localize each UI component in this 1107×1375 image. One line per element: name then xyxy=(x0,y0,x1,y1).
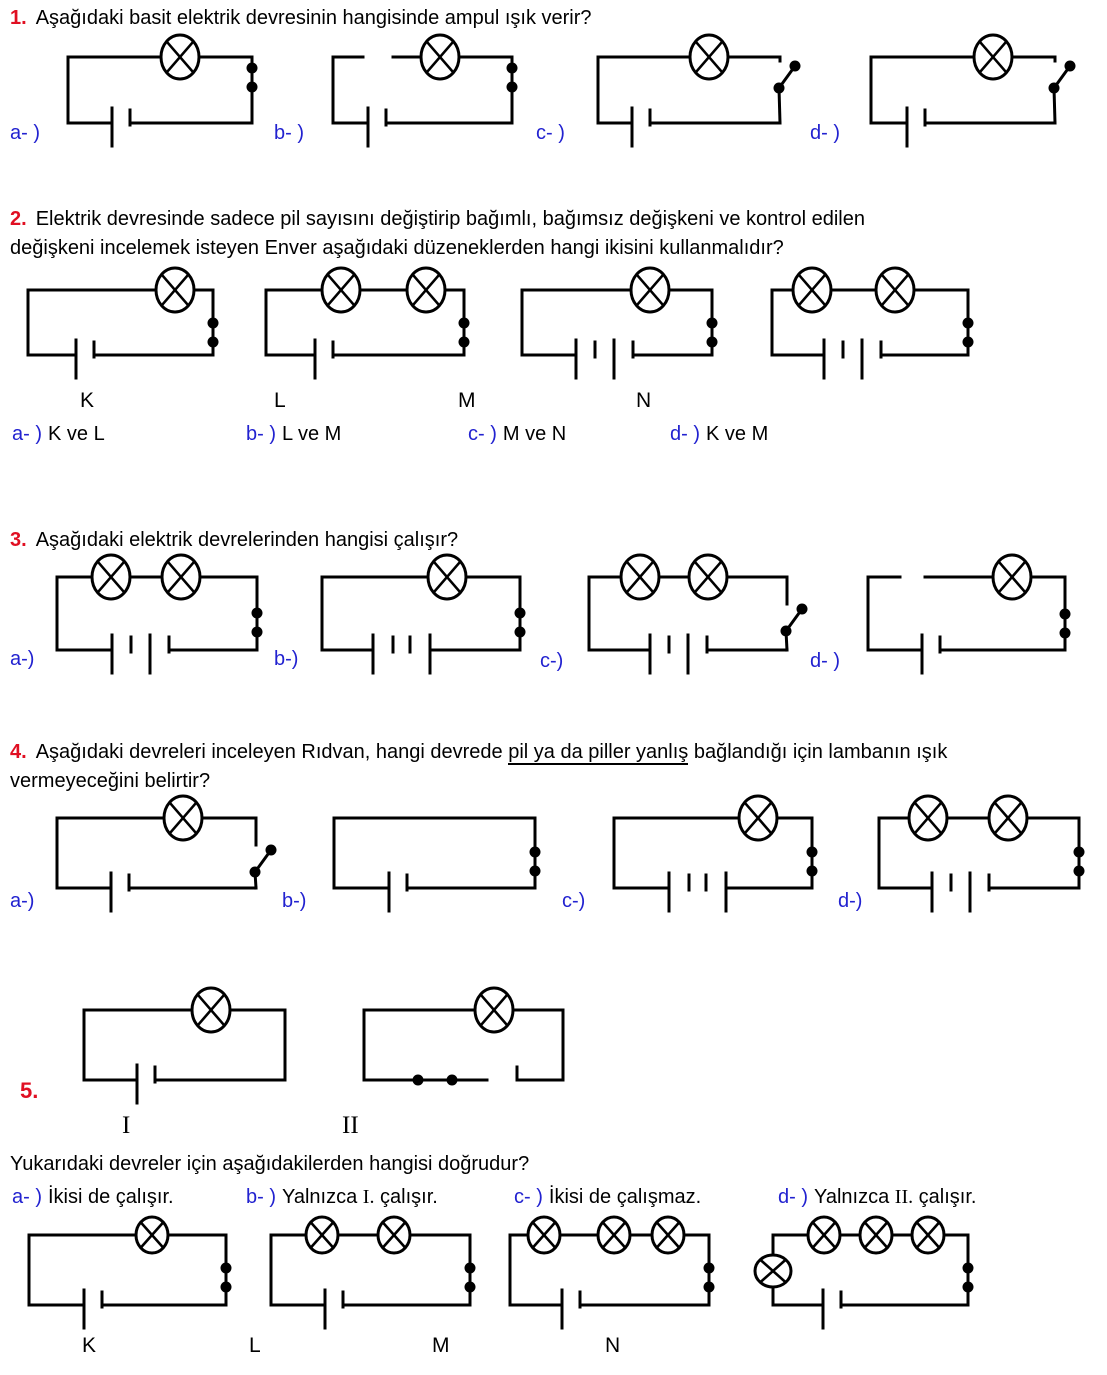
q5-option-a-text: İkisi de çalışır. xyxy=(48,1186,174,1208)
q5-option-d-text-post: çalışır. xyxy=(913,1186,977,1208)
q5-option-d-text-pre: Yalnızca xyxy=(814,1186,895,1208)
question-4-text-underlined: pil ya da piller yanlış xyxy=(508,741,689,763)
q5-option-a-letter: a- ) xyxy=(12,1186,42,1208)
q2-circuit-label-M: M xyxy=(458,389,476,412)
q5-option-c xyxy=(514,1186,701,1209)
circuit-q4-c xyxy=(614,796,818,911)
q4-option-d xyxy=(838,890,862,913)
circuit-q3-c xyxy=(589,555,808,673)
bottom-circuit-label-K: K xyxy=(82,1334,97,1357)
circuit-q1-b xyxy=(333,35,518,146)
circuit-q1-c xyxy=(598,35,801,146)
q1-option-d xyxy=(810,122,840,145)
q4-option-d-letter: d-) xyxy=(838,890,863,912)
question-4-number: 4. xyxy=(10,741,27,763)
q3-option-b-letter: b-) xyxy=(274,648,299,670)
q1-option-d-letter: d- ) xyxy=(810,122,840,144)
q2-option-b-text: L ve M xyxy=(282,423,342,445)
question-2-number: 2. xyxy=(10,208,27,230)
q1-option-c xyxy=(536,122,565,145)
circuit-q4-d xyxy=(879,796,1085,911)
question-3-number: 3. xyxy=(10,529,27,551)
circuit-q2-N xyxy=(772,268,974,378)
q4-option-a-letter: a-) xyxy=(10,890,35,912)
q2-circuit-label-L: L xyxy=(274,389,286,412)
q5-option-c-text: İkisi de çalışmaz. xyxy=(548,1186,702,1208)
q2-option-d-letter: d- ) xyxy=(670,423,700,445)
question-3-title xyxy=(10,526,458,555)
q3-option-c xyxy=(540,650,563,673)
circuit-q3-a xyxy=(57,555,263,673)
circuit-q5-II xyxy=(364,988,563,1086)
q5-option-b-letter: b- ) xyxy=(246,1186,276,1208)
q5-circuit-label-I: I xyxy=(122,1112,131,1139)
q5-option-b-text-pre: Yalnızca xyxy=(282,1186,363,1208)
q5-option-b-roman: I. xyxy=(362,1186,375,1208)
q2-option-b xyxy=(246,423,341,446)
circuit-q5-I xyxy=(84,988,285,1103)
q5-circuit-label-II: II xyxy=(342,1112,359,1139)
q3-option-d-letter: d- ) xyxy=(810,650,840,672)
circuit-b-K xyxy=(29,1217,232,1328)
q2-circuit-label-K: K xyxy=(80,389,95,412)
circuit-q4-a xyxy=(57,796,277,911)
question-2-title xyxy=(10,205,865,263)
q1-option-b xyxy=(274,122,304,145)
q5-option-b xyxy=(246,1186,438,1209)
q1-option-c-letter: c- ) xyxy=(536,122,565,144)
q2-option-d xyxy=(670,423,768,446)
q2-option-c xyxy=(468,423,566,446)
circuit-q4-b xyxy=(334,818,541,911)
q5-option-b-text-post: çalışır. xyxy=(374,1186,438,1208)
q5-option-d xyxy=(778,1186,976,1209)
question-4-text-after: bağlandığı için lambanın ışık xyxy=(688,741,948,763)
circuit-b-L xyxy=(271,1217,476,1328)
question-4-text-before: Aşağıdaki devreleri inceleyen Rıdvan, hangi devrede xyxy=(35,741,509,763)
question-3-text: Aşağıdaki elektrik devrelerinden hangisi çalışır? xyxy=(35,529,459,551)
question-4-text-line2: vermeyeceğini belirtir? xyxy=(10,770,211,792)
q1-option-b-letter: b- ) xyxy=(274,122,304,144)
q4-option-a xyxy=(10,890,34,913)
circuit-q2-L xyxy=(266,268,470,378)
q2-option-c-letter: c- ) xyxy=(468,423,497,445)
question-5-number: 5. xyxy=(20,1078,39,1103)
circuit-q2-M xyxy=(522,268,718,378)
q4-option-c-letter: c-) xyxy=(562,890,586,912)
question-2-text-line1: Elektrik devresinde sadece pil sayısını değiştirip bağımlı, bağımsız değişkeni ve kontrol edilen xyxy=(35,208,865,230)
q3-option-a-letter: a-) xyxy=(10,648,35,670)
circuit-b-N xyxy=(755,1217,974,1328)
q3-option-c-letter: c-) xyxy=(540,650,564,672)
circuit-q3-d xyxy=(868,555,1071,673)
question-2-text-line2: değişkeni incelemek isteyen Enver aşağıdaki düzeneklerden hangi ikisini kullanmalıdır? xyxy=(10,237,784,259)
bottom-circuit-label-L: L xyxy=(249,1334,261,1357)
q5-option-a xyxy=(12,1186,174,1209)
circuit-q1-d xyxy=(871,35,1076,146)
q1-option-a-letter: a- ) xyxy=(10,122,40,144)
q1-option-a xyxy=(10,122,40,145)
question-1-title xyxy=(10,4,592,33)
q2-option-a-text: K ve L xyxy=(48,423,105,445)
q5-option-d-roman: II. xyxy=(894,1186,914,1208)
q2-option-a-letter: a- ) xyxy=(12,423,42,445)
q2-option-a xyxy=(12,423,105,446)
q3-option-b xyxy=(274,648,298,671)
q5-option-c-letter: c- ) xyxy=(514,1186,543,1208)
q2-option-d-text: K ve M xyxy=(706,423,769,445)
q4-option-b-letter: b-) xyxy=(282,890,307,912)
circuit-q2-K xyxy=(28,268,219,378)
circuit-b-M xyxy=(510,1217,715,1328)
question-5-text: Yukarıdaki devreler için aşağıdakilerden hangisi doğrudur? xyxy=(10,1153,530,1175)
question-4-title xyxy=(10,738,947,796)
q3-option-d xyxy=(810,650,840,673)
q4-option-c xyxy=(562,890,585,913)
q4-option-b xyxy=(282,890,306,913)
q2-option-b-letter: b- ) xyxy=(246,423,276,445)
circuit-q1-a xyxy=(68,35,258,146)
question-1-number: 1. xyxy=(10,7,27,29)
circuit-q3-b xyxy=(322,555,526,673)
q2-circuit-label-N: N xyxy=(636,389,652,412)
q5-option-d-letter: d- ) xyxy=(778,1186,808,1208)
q3-option-a xyxy=(10,648,34,671)
q2-option-c-text: M ve N xyxy=(502,423,567,445)
bottom-circuit-label-N: N xyxy=(605,1334,621,1357)
bottom-circuit-label-M: M xyxy=(432,1334,450,1357)
question-1-text: Aşağıdaki basit elektrik devresinin hangisinde ampul ışık verir? xyxy=(35,7,592,29)
